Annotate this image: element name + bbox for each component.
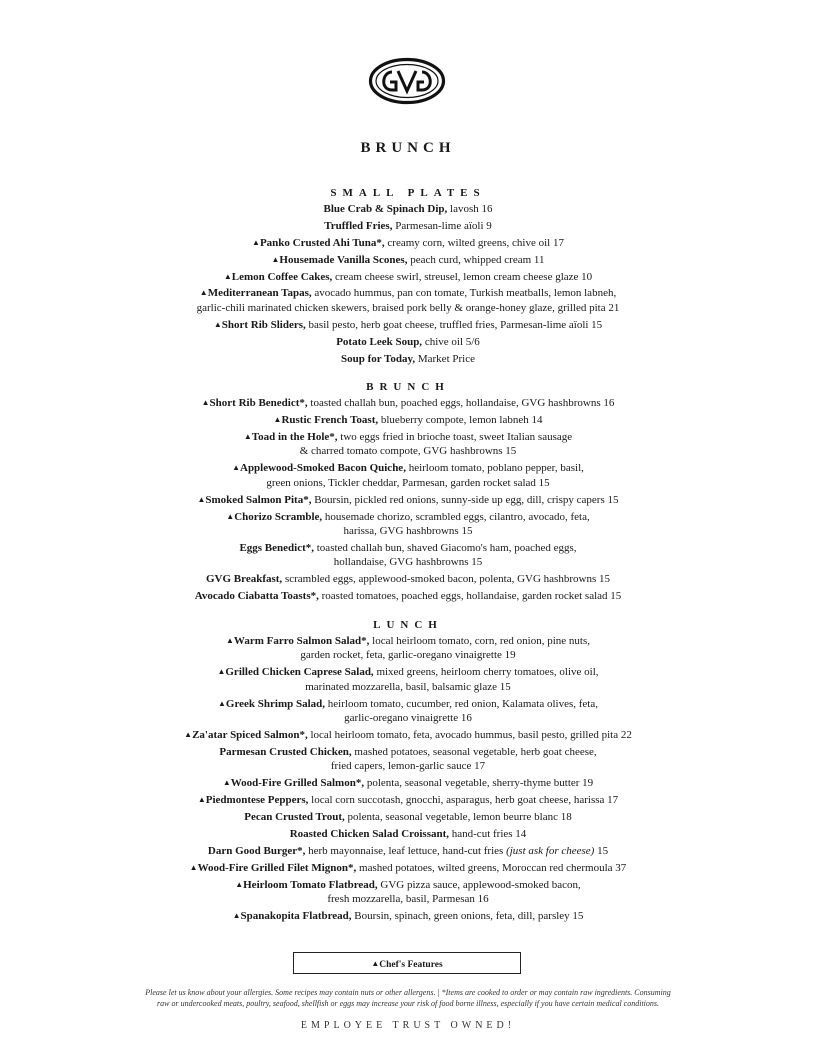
section-heading: BRUNCH: [366, 381, 450, 394]
triangle-icon: ▲: [271, 254, 280, 264]
menu-item-description: local heirloom tomato, corn, red onion, pine nuts,: [369, 634, 590, 647]
menu-item-name: Smoked Salmon Pita*,: [205, 493, 312, 506]
menu-item-line: [0, 396, 816, 411]
menu-item-line: [0, 827, 816, 842]
triangle-icon: ▲: [232, 910, 241, 920]
menu-item-name: Chorizo Scramble,: [234, 510, 323, 523]
menu-item-description: creamy corn, wilted greens, chive oil 17: [384, 236, 564, 249]
menu-item-description: Boursin, pickled red onions, sunny-side up egg, dill, crispy capers 15: [311, 493, 619, 506]
menu-item-description: scrambled eggs, applewood-smoked bacon, polenta, GVG hashbrowns 15: [282, 573, 610, 586]
menu-item-description-cont: hollandaise, GVG hashbrowns 15: [333, 556, 483, 569]
menu-item-description: housemade chorizo, scrambled eggs, cilantro, avocado, feta,: [322, 510, 590, 523]
menu-item-line: [0, 878, 816, 893]
menu-item-line: [0, 413, 816, 428]
menu-item-name: Grilled Chicken Caprese Salad,: [225, 666, 374, 679]
menu-item: [0, 270, 816, 285]
menu-item-description: polenta, seasonal vegetable, lemon beurre blanc 18: [344, 810, 572, 823]
menu-item-name: Lemon Coffee Cakes,: [231, 270, 333, 283]
menu-item: [0, 541, 816, 570]
menu-body: [0, 186, 816, 937]
triangle-icon: ▲: [213, 319, 222, 329]
menu-item-name: Panko Crusted Ahi Tuna*,: [259, 236, 385, 249]
chefs-features-label: Chef's Features: [379, 960, 443, 970]
page-title: BRUNCH: [360, 140, 456, 156]
menu-item-description: Market Price: [415, 352, 475, 365]
chefs-features-box: [293, 952, 521, 974]
menu-item-name: Toad in the Hole*,: [251, 430, 338, 443]
triangle-icon: ▲: [197, 494, 206, 504]
disclaimer-line: Please let us know about your allergies. Some recipes may contain nuts or other allergens. | *Items are cooked to order or may contain raw ingredients. Consuming: [145, 988, 671, 997]
menu-item-line: [0, 844, 816, 859]
menu-item-name: Short Rib Sliders,: [221, 318, 306, 331]
menu-item: [0, 697, 816, 726]
menu-item: [0, 236, 816, 251]
menu-item: [0, 253, 816, 268]
menu-item-name: Wood-Fire Grilled Salmon*,: [230, 777, 365, 790]
menu-item-name: Wood-Fire Grilled Filet Mignon*,: [197, 861, 357, 874]
menu-item-line: [0, 318, 816, 333]
menu-item-description-cont: & charred tomato compote, GVG hashbrowns 15: [299, 445, 517, 458]
triangle-icon: ▲: [199, 288, 208, 298]
menu-item: [0, 728, 816, 743]
menu-item: [0, 572, 816, 587]
menu-item-description: herb mayonnaise, leaf lettuce, hand-cut fries: [305, 844, 507, 857]
menu-item-name: Spanakopita Flatbread,: [240, 909, 352, 922]
menu-item-description-cont: garlic-oregano vinaigrette 16: [344, 712, 472, 725]
menu-item-name: Soup for Today,: [341, 352, 416, 365]
triangle-icon: ▲: [232, 463, 240, 473]
menu-item-line: [0, 665, 816, 680]
triangle-icon: ▲: [197, 795, 206, 805]
menu-item-line: [0, 202, 816, 217]
menu-item: [0, 318, 816, 333]
menu-item: [0, 861, 816, 876]
menu-item: [0, 909, 816, 924]
menu-item: [0, 352, 816, 367]
menu-item-name: Warm Farro Salmon Salad*,: [233, 634, 370, 647]
menu-item-name: Parmesan Crusted Chicken,: [219, 745, 352, 758]
menu-item-description: Boursin, spinach, green onions, feta, dill, parsley 15: [351, 909, 584, 922]
menu-item-description: Parmesan-lime aïoli 9: [392, 219, 492, 232]
menu-item: [0, 810, 816, 825]
menu-item: [0, 413, 816, 428]
menu-item-name: Blue Crab & Spinach Dip,: [323, 203, 448, 215]
menu-item-name: Darn Good Burger*,: [207, 844, 306, 857]
triangle-icon: ▲: [218, 698, 226, 708]
triangle-icon: ▲: [371, 959, 380, 968]
triangle-icon: ▲: [201, 398, 210, 408]
menu-item-description: roasted tomatoes, poached eggs, hollandaise, garden rocket salad 15: [318, 590, 622, 603]
menu-item-line: [0, 335, 816, 350]
menu-item-name: Potato Leek Soup,: [336, 335, 423, 348]
menu-item-description-cont: fried capers, lemon-garlic sauce 17: [330, 760, 486, 773]
menu-item-line: [0, 493, 816, 508]
menu-item-name: Truffled Fries,: [324, 219, 393, 232]
menu-item: [0, 335, 816, 350]
menu-item-description: polenta, seasonal vegetable, sherry-thyme butter 19: [364, 777, 594, 790]
menu-item-description: two eggs fried in brioche toast, sweet Italian sausage: [337, 430, 573, 443]
allergy-disclaimer: [120, 988, 696, 1009]
triangle-icon: ▲: [223, 271, 232, 281]
menu-item-line: [0, 236, 816, 251]
triangle-icon: ▲: [184, 729, 193, 739]
menu-item-line: [0, 253, 816, 268]
menu-item: [0, 827, 816, 842]
section-heading: LUNCH: [373, 618, 443, 631]
menu-item: [0, 396, 816, 411]
menu-item-line: [0, 861, 816, 876]
menu-item: [0, 793, 816, 808]
menu-item: [0, 665, 816, 694]
menu-item: [0, 219, 816, 234]
triangle-icon: ▲: [252, 237, 260, 247]
triangle-icon: ▲: [273, 415, 282, 425]
menu-item: [0, 745, 816, 774]
menu-item-line: [0, 270, 816, 285]
menu-item-name: Eggs Benedict*,: [239, 541, 314, 554]
menu-item-name: Pecan Crusted Trout,: [244, 810, 345, 823]
menu-item-line: [0, 909, 816, 924]
menu-item-description: toasted challah bun, poached eggs, hollandaise, GVG hashbrowns 16: [307, 397, 615, 410]
menu-item-description: heirloom tomato, poblano pepper, basil,: [405, 462, 584, 475]
menu-item-name: Rustic French Toast,: [281, 414, 379, 427]
section-heading: SMALL PLATES: [330, 187, 486, 199]
menu-item: [0, 286, 816, 315]
menu-item: [0, 844, 816, 859]
menu-item-price: 15: [594, 844, 609, 857]
menu-item-name: Applewood-Smoked Bacon Quiche,: [240, 462, 406, 475]
triangle-icon: ▲: [226, 511, 235, 521]
triangle-icon: ▲: [243, 431, 252, 441]
menu-item-description-cont: green onions, Tickler cheddar, Parmesan, garden rocket salad 15: [266, 476, 550, 489]
menu-item-line: [0, 810, 816, 825]
menu-item-line: [0, 697, 816, 712]
triangle-icon: ▲: [235, 879, 244, 889]
menu-item-description-cont: harissa, GVG hashbrowns 15: [343, 525, 473, 538]
menu-item-name: Mediterranean Tapas,: [207, 287, 312, 300]
menu-item-line: [0, 286, 816, 301]
menu-item-description: toasted challah bun, shaved Giacomo's ham, poached eggs,: [314, 541, 577, 554]
menu-item-description: chive oil 5/6: [422, 335, 480, 348]
menu-item-name: Za'atar Spiced Salmon*,: [192, 728, 308, 741]
menu-item-line: [0, 634, 816, 649]
menu-item-line: [0, 776, 816, 791]
employee-trust-footer: EMPLOYEE TRUST OWNED!: [300, 1020, 516, 1031]
menu-item-description: hand-cut fries 14: [449, 827, 527, 840]
menu-item-description-cont: garlic-chili marinated chicken skewers, braised pork belly & orange-honey glaze, grilled pita 21: [196, 301, 620, 314]
menu-item-description: lavosh 16: [447, 203, 493, 215]
menu-item-line: [0, 589, 816, 604]
menu-item-line: [0, 461, 816, 476]
menu-item-note: (just ask for cheese): [506, 844, 595, 857]
menu-item-line: [0, 510, 816, 525]
menu-item-description: peach curd, whipped cream 11: [407, 253, 545, 266]
menu-item-description: mixed greens, heirloom cherry tomatoes, olive oil,: [373, 666, 599, 679]
section-brunch: [0, 380, 816, 604]
menu-item-description: mashed potatoes, wilted greens, Moroccan red chermoula 37: [356, 861, 627, 874]
menu-item: [0, 461, 816, 490]
menu-item-description: GVG pizza sauce, applewood-smoked bacon,: [377, 878, 581, 891]
menu-item-name: Greek Shrimp Salad,: [225, 697, 326, 710]
menu-item-description: avocado hummus, pan con tomate, Turkish meatballs, lemon labneh,: [311, 287, 617, 300]
menu-item-description-cont: marinated mozzarella, basil, balsamic glaze 15: [305, 680, 511, 693]
menu-item: [0, 430, 816, 459]
menu-item: [0, 202, 816, 217]
menu-item: [0, 634, 816, 663]
menu-item: [0, 589, 816, 604]
menu-item-description: heirloom tomato, cucumber, red onion, Kalamata olives, feta,: [325, 697, 598, 710]
gvg-logo: [368, 57, 446, 105]
menu-item: [0, 493, 816, 508]
menu-item-line: [0, 728, 816, 743]
menu-item-line: [0, 541, 816, 556]
menu-item-description-cont: fresh mozzarella, basil, Parmesan 16: [327, 893, 489, 906]
menu-item-name: Roasted Chicken Salad Croissant,: [289, 827, 450, 840]
menu-item: [0, 510, 816, 539]
menu-item-description-cont: garden rocket, feta, garlic-oregano vinaigrette 19: [300, 649, 516, 662]
menu-item-description: basil pesto, herb goat cheese, truffled fries, Parmesan-lime aïoli 15: [305, 318, 603, 331]
triangle-icon: ▲: [189, 862, 198, 872]
section-small-plates: [0, 186, 816, 366]
triangle-icon: ▲: [217, 667, 226, 677]
menu-item-description: local corn succotash, gnocchi, asparagus, herb goat cheese, harissa 17: [308, 794, 619, 807]
menu-item-line: [0, 430, 816, 445]
menu-item-description: mashed potatoes, seasonal vegetable, herb goat cheese,: [351, 745, 597, 758]
menu-item-description: cream cheese swirl, streusel, lemon cream cheese glaze 10: [332, 270, 593, 283]
triangle-icon: ▲: [222, 778, 231, 788]
menu-item-line: [0, 745, 816, 760]
menu-item-description: blueberry compote, lemon labneh 14: [378, 414, 543, 427]
triangle-icon: ▲: [226, 635, 234, 645]
menu-item-line: [0, 572, 816, 587]
menu-item: [0, 776, 816, 791]
menu-item-name: Piedmontese Peppers,: [205, 794, 309, 807]
menu-item-name: Heirloom Tomato Flatbread,: [243, 878, 378, 891]
section-lunch: [0, 618, 816, 924]
menu-item-name: Avocado Ciabatta Toasts*,: [194, 590, 319, 603]
menu-item-name: Short Rib Benedict*,: [209, 397, 308, 410]
menu-item-name: GVG Breakfast,: [206, 573, 283, 586]
menu-item-line: [0, 352, 816, 367]
menu-item-line: [0, 219, 816, 234]
menu-item-line: [0, 793, 816, 808]
menu-item-description: local heirloom tomato, feta, avocado hummus, basil pesto, grilled pita 22: [307, 728, 632, 741]
disclaimer-line: raw or undercooked meats, poultry, seafood, shellfish or eggs may increase your risk of food borne illness, especially if you have certain medical conditions.: [157, 998, 659, 1008]
menu-item-name: Housemade Vanilla Scones,: [279, 253, 408, 266]
menu-item: [0, 878, 816, 907]
